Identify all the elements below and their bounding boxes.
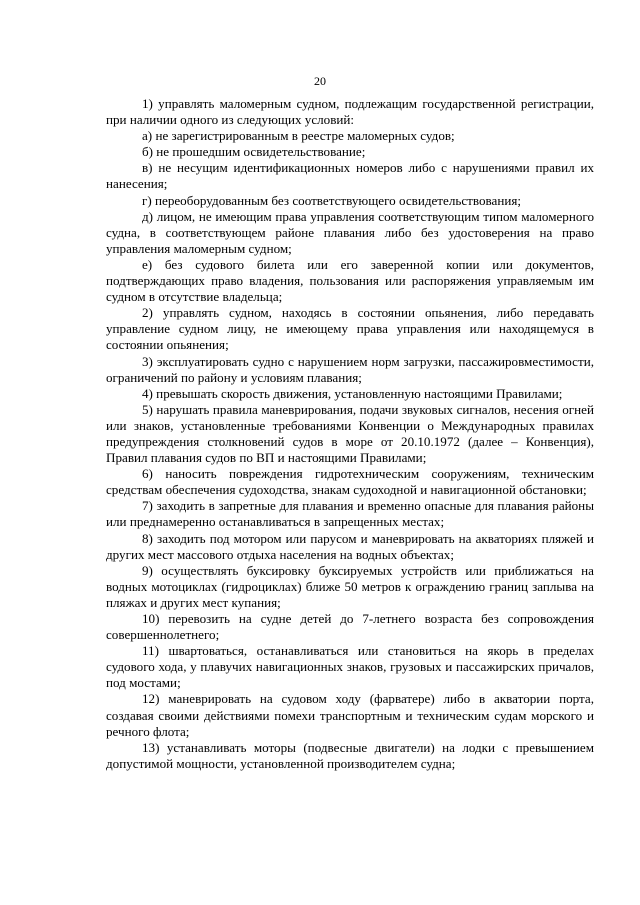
paragraph: 5) нарушать правила маневрирования, подачи звуковых сигналов, несения огней или знаков, установленные требованиями Конвенции о Международных правилах предупреждения столкновений судов в море от 20.10.1972 (далее – Конвенция), Правил плавания судов по ВП и настоящими Правилами; <box>106 401 594 466</box>
paragraph: 2) управлять судном, находясь в состоянии опьянения, либо передавать управление судном лицу, не имеющему права управления или находящемуся в состоянии опьянения; <box>106 305 594 353</box>
paragraph: б) не прошедшим освидетельствование; <box>142 144 366 160</box>
paragraph: 7) заходить в запретные для плавания и временно опасные для плавания районы или преднамеренно останавливаться в запрещенных местах; <box>106 498 594 530</box>
page-number: 20 <box>314 74 326 88</box>
paragraph: 13) устанавливать моторы (подвесные двигатели) на лодки с превышением допустимой мощности, установленной производителем судна; <box>106 739 594 771</box>
paragraph: 12) маневрировать на судовом ходу (фарватере) либо в акватории порта, создавая своими действиями помехи транспортным и техническим судам морского и речного флота; <box>106 691 594 739</box>
paragraph: а) не зарегистрированным в реестре маломерных судов; <box>142 128 455 144</box>
paragraph: 11) швартоваться, останавливаться или становиться на якорь в пределах судового хода, у плавучих навигационных знаков, грузовых и пассажирских причалов, под мостами; <box>106 643 594 691</box>
paragraph: г) переоборудованным без соответствующего освидетельствования; <box>142 192 522 208</box>
paragraph: 3) эксплуатировать судно с нарушением норм загрузки, пассажировместимости, ограничений по району и условиям плавания; <box>106 353 594 385</box>
paragraph: 8) заходить под мотором или парусом и маневрировать на акваториях пляжей и других мест массового отдыха населения на водных объектах; <box>106 530 594 562</box>
paragraph: 9) осуществлять буксировку буксируемых устройств или приближаться на водных мотоциклах (гидроциклах) ближе 50 метров к ограждению границ заплыва на пляжах и других мест купания; <box>106 562 594 610</box>
paragraph: е) без судового билета или его заверенной копии или документов, подтверждающих право владения, пользования или распоряжения управляемым им судном в отсутствие владельца; <box>106 256 594 305</box>
paragraph: 4) превышать скорость движения, установленную настоящими Правилами; <box>142 385 563 401</box>
paragraph: в) не несущим идентификационных номеров либо с нарушениями правил их нанесения; <box>106 160 594 192</box>
paragraph: 6) наносить повреждения гидротехническим сооружениям, техническим средствам обеспечения судоходства, знакам судоходной и навигационной обстановки; <box>106 466 594 498</box>
document-body <box>106 96 594 772</box>
paragraph: 1) управлять маломерным судном, подлежащим государственной регистрации, при наличии одного из следующих условий: <box>106 96 594 128</box>
paragraph: 10) перевозить на судне детей до 7-летнего возраста без сопровождения совершеннолетнего; <box>106 611 594 643</box>
paragraph: д) лицом, не имеющим права управления соответствующим типом маломерного судна, в соответствующем районе плавания либо без удостоверения на право управления маломерным судном; <box>106 208 594 256</box>
